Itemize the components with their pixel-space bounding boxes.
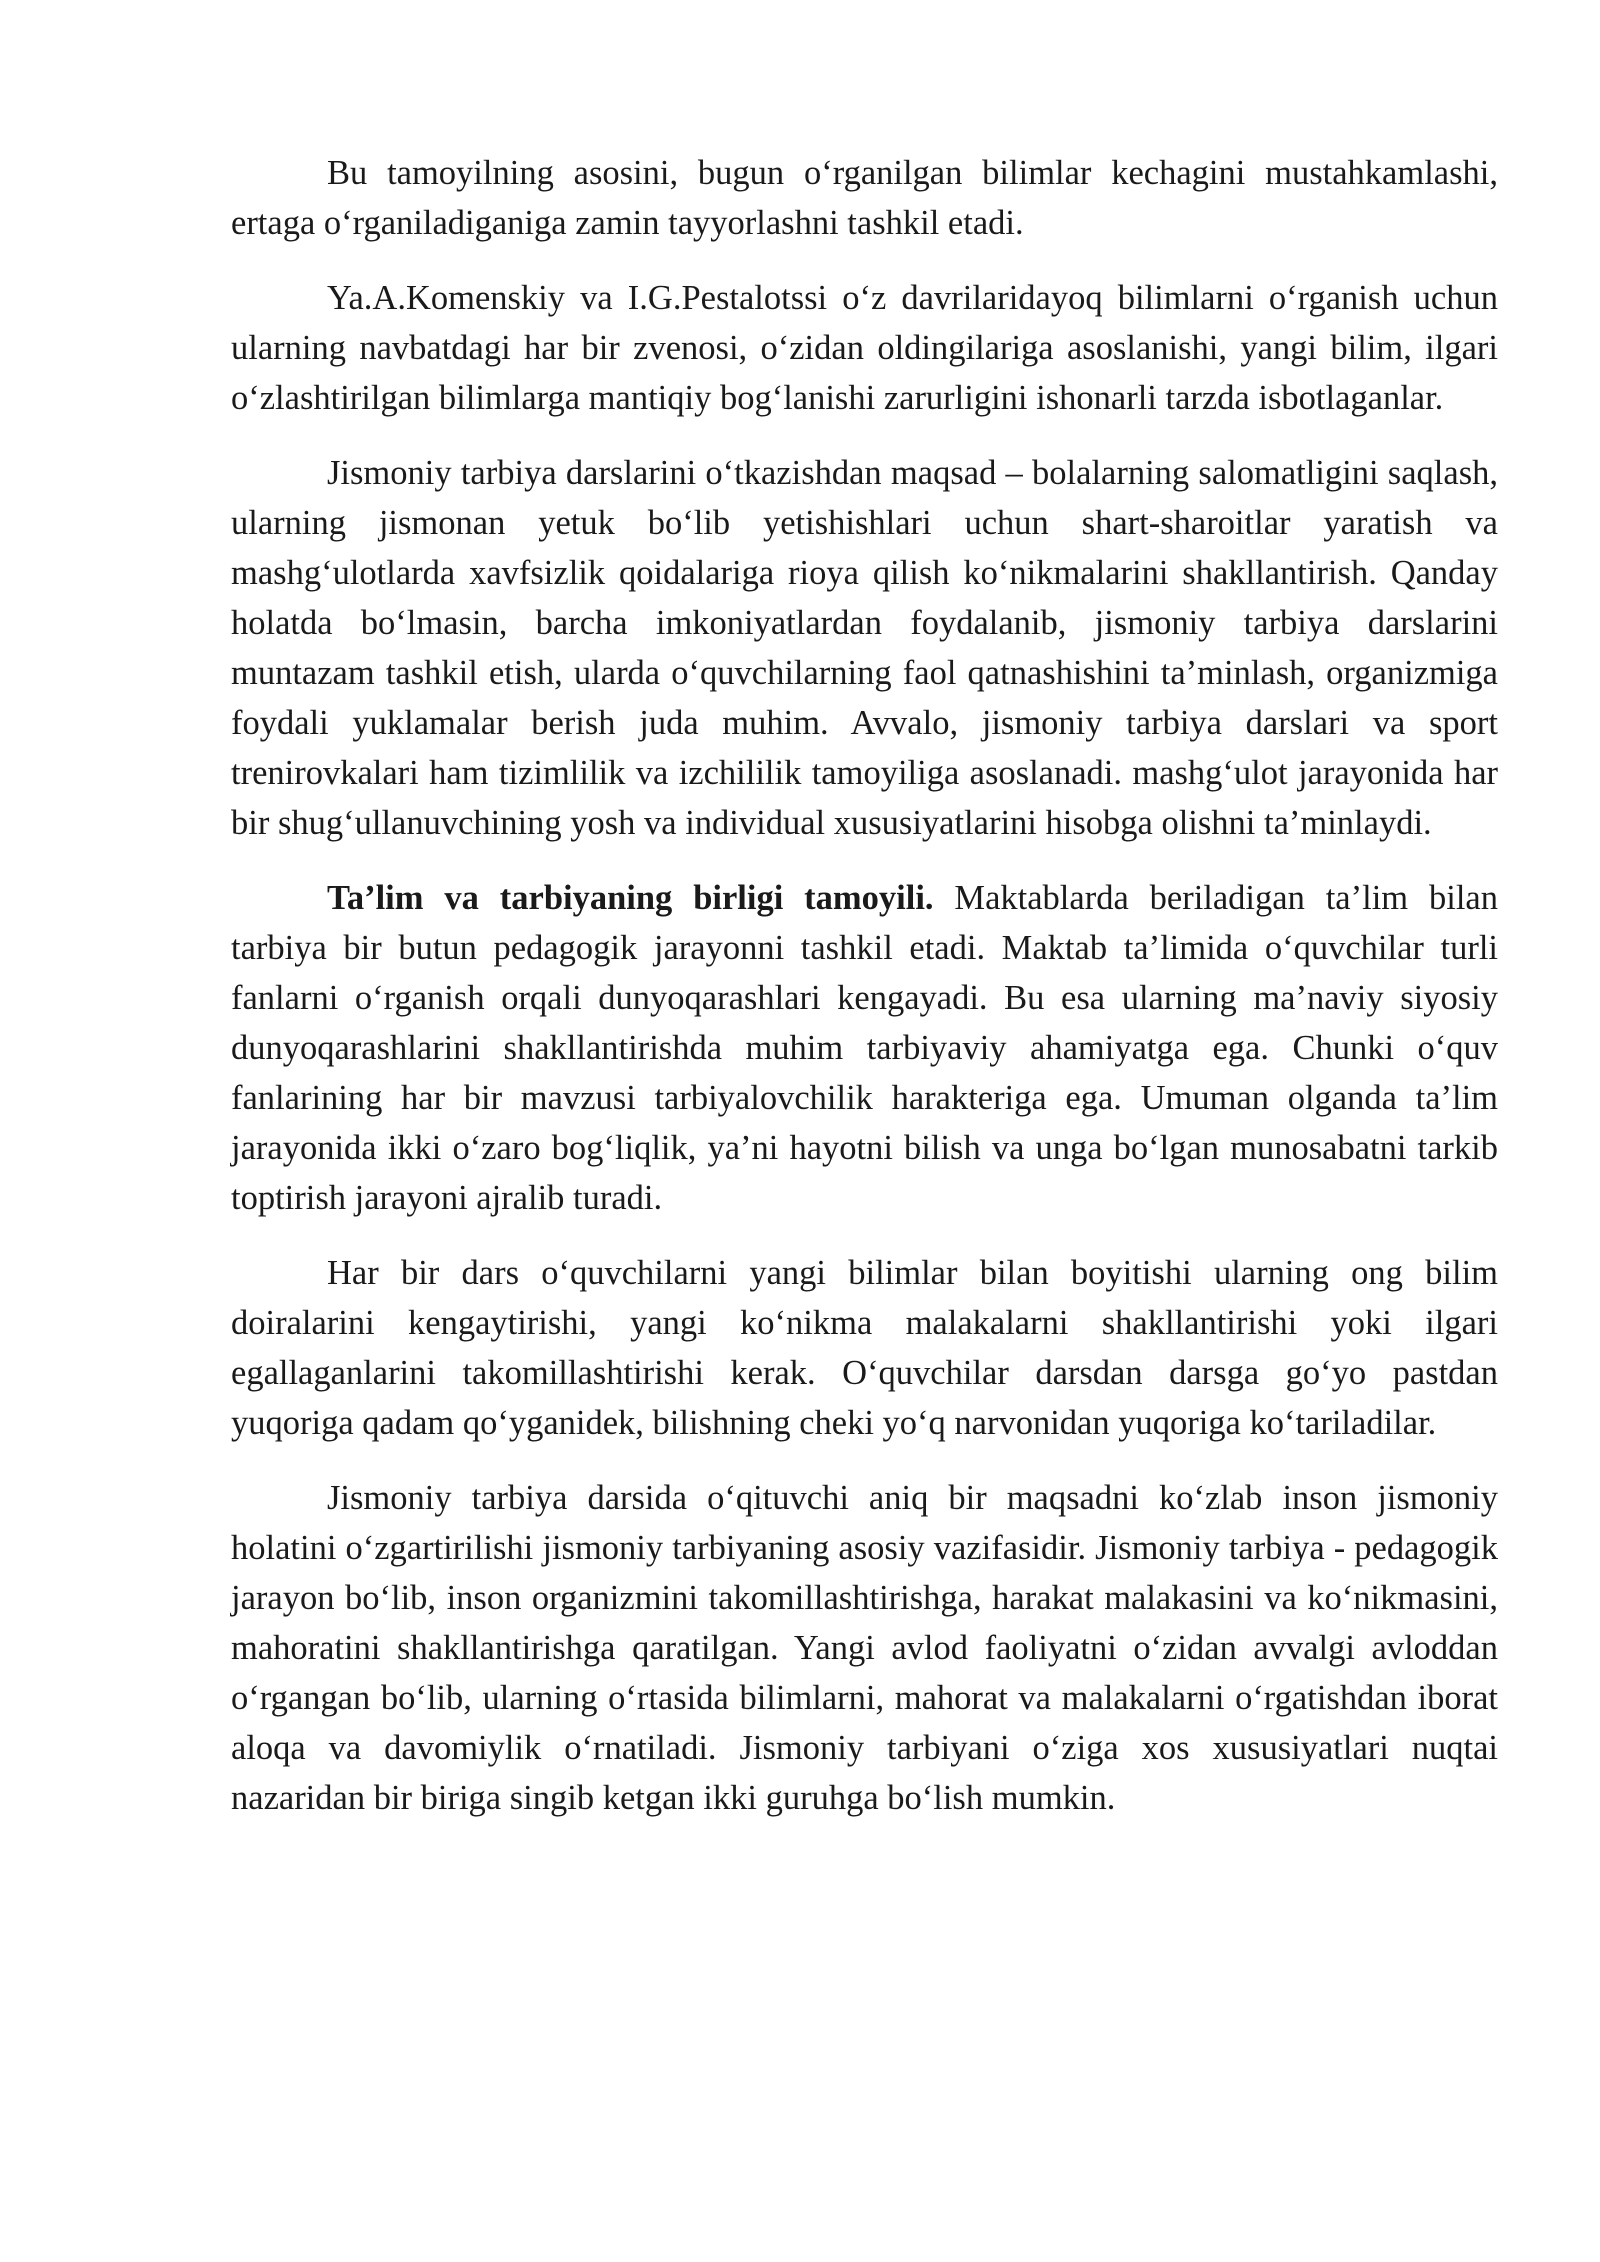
paragraph-each-lesson: [231, 1248, 1498, 1448]
paragraph-physical-education-goal: [231, 448, 1498, 848]
paragraph-physical-education-lesson: [231, 1473, 1498, 1823]
document-page: [231, 148, 1498, 1848]
paragraph-text: Ya.A.Komenskiy va I.G.Pestalotssi o‘z davrilaridayoq bilimlarni o‘rganish uchun ularning navbatdagi har bir zvenosi, o‘zidan oldingilariga asoslanishi, yangi bilim, ilgari o‘zlashtirilgan bilimlarga mantiqiy bog‘lanishi zarurligini ishonarli tarzda isbotlaganlar.: [231, 279, 1498, 417]
paragraph-text: Jismoniy tarbiya darsida o‘qituvchi aniq bir maqsadni ko‘zlab inson jismoniy holatini o‘zgartirilishi jismoniy tarbiyaning asosiy vazifasidir. Jismoniy tarbiya - pedagogik jarayon bo‘lib, inson organizmini takomillashtirishga, harakat malakasini va ko‘nikmasini, mahoratini shakllantirishga qaratilgan. Yangi avlod faoliyatni o‘zidan avvalgi avloddan o‘rgangan bo‘lib, ularning o‘rtasida bilimlarni, mahorat va malakalarni o‘rgatishdan iborat aloqa va davomiylik o‘rnatiladi. Jismoniy tarbiyani o‘ziga xos xususiyatlari nuqtai nazaridan bir biriga singib ketgan ikki guruhga bo‘lish mumkin.: [231, 1479, 1498, 1817]
paragraph-text: Jismoniy tarbiya darslarini o‘tkazishdan maqsad – bolalarning salomatligini saqlash, ularning jismonan yetuk bo‘lib yetishishlari uchun shart-sharoitlar yaratish va mashg‘ulotlarda xavfsizlik qoidalariga rioya qilish ko‘nikmalarini shakllantirish. Qanday holatda bo‘lmasin, barcha imkoniyatlardan foydalanib, jismoniy tarbiya darslarini muntazam tashkil etish, ularda o‘quvchilarning faol qatnashishini ta’minlash, organizmiga foydali yuklamalar berish juda muhim. Avvalo, jismoniy tarbiya darslari va sport trenirovkalari ham tizimlilik va izchililik tamoyiliga asoslanadi. mashg‘ulot jarayonida har bir shug‘ullanuvchining yosh va individual xususiyatlarini hisobga olishni ta’minlaydi.: [231, 454, 1498, 842]
paragraph-text: Bu tamoyilning asosini, bugun o‘rganilgan bilimlar kechagini mustahkamlashi, ertaga o‘rganiladiganiga zamin tayyorlashni tashkil etadi.: [231, 154, 1498, 242]
paragraph-komenskiy-pestalotssi: [231, 273, 1498, 423]
paragraph-foundation-principle: [231, 148, 1498, 248]
paragraph-education-upbringing-unity: [231, 873, 1498, 1223]
paragraph-text: Har bir dars o‘quvchilarni yangi bilimlar bilan boyitishi ularning ong bilim doiralarini kengaytirishi, yangi ko‘nikma malakalarni shakllantirishi yoki ilgari egallaganlarini takomillashtirishi kerak. O‘quvchilar darsdan darsga go‘yo pastdan yuqoriga qadam qo‘yganidek, bilishning cheki yo‘q narvonidan yuqoriga ko‘tariladilar.: [231, 1254, 1498, 1442]
paragraph-lead-heading: Ta’lim va tarbiyaning birligi tamoyili.: [327, 879, 934, 917]
paragraph-text: Maktablarda beriladigan ta’lim bilan tarbiya bir butun pedagogik jarayonni tashkil etadi. Maktab ta’limida o‘quvchilar turli fanlarni o‘rganish orqali dunyoqarashlari kengayadi. Bu esa ularning ma’naviy siyosiy dunyoqarashlarini shakllantirishda muhim tarbiyaviy ahamiyatga ega. Chunki o‘quv fanlarining har bir mavzusi tarbiyalovchilik harakteriga ega. Umuman olganda ta’lim jarayonida ikki o‘zaro bog‘liqlik, ya’ni hayotni bilish va unga bo‘lgan munosabatni tarkib toptirish jarayoni ajralib turadi.: [231, 879, 1498, 1217]
